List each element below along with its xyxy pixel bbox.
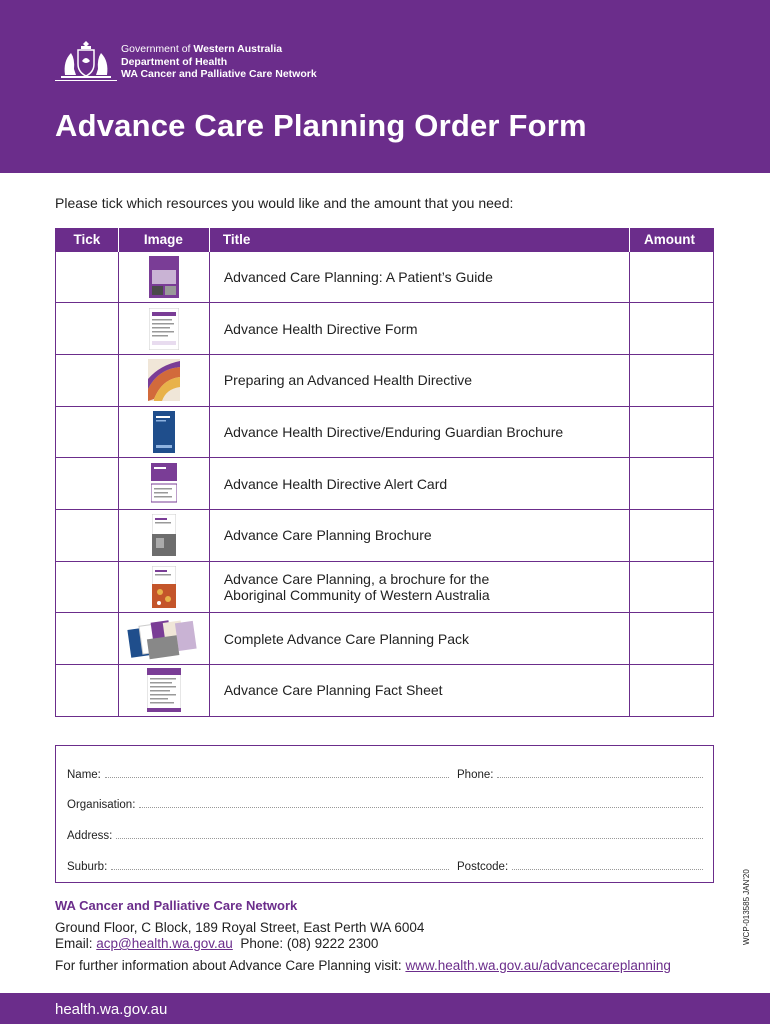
tick-cell[interactable] [56, 354, 119, 406]
amount-cell[interactable] [630, 613, 714, 665]
email-link[interactable]: acp@health.wa.gov.au [96, 936, 233, 951]
tick-checkbox[interactable] [56, 303, 118, 354]
tick-cell[interactable] [56, 665, 119, 717]
email-label: Email: [55, 936, 97, 951]
postcode-input-line[interactable] [512, 860, 703, 870]
directive-form-thumbnail [149, 308, 179, 350]
header-banner [0, 0, 770, 173]
postcode-field[interactable] [457, 860, 703, 873]
title-cell: Complete Advance Care Planning Pack [209, 613, 629, 665]
network-name: WA Cancer and Palliative Care Network [121, 68, 317, 80]
amount-cell[interactable] [630, 251, 714, 303]
state-name: Western Australia [193, 43, 283, 55]
tick-checkbox[interactable] [56, 613, 118, 664]
phone-text: Phone: (08) 9222 2300 [240, 936, 379, 951]
email-phone-line [55, 936, 424, 952]
image-cell [118, 509, 209, 561]
table-row [56, 251, 714, 303]
amount-cell[interactable] [630, 406, 714, 458]
table-row [56, 406, 714, 458]
header-tick: Tick [56, 228, 119, 251]
title-cell: Preparing an Advanced Health Directive [209, 354, 629, 406]
title-cell: Advance Health Directive Alert Card [209, 458, 629, 510]
table-row [56, 509, 714, 561]
header-image: Image [118, 228, 209, 251]
tick-cell[interactable] [56, 303, 119, 355]
name-input-line[interactable] [105, 768, 449, 778]
title-cell: Advance Health Directive/Enduring Guardian Brochure [209, 406, 629, 458]
tick-checkbox[interactable] [56, 510, 118, 561]
blue-brochure-thumbnail [153, 411, 175, 453]
amount-cell[interactable] [630, 665, 714, 717]
image-cell [118, 665, 209, 717]
suburb-input-line[interactable] [111, 860, 449, 870]
department-name: Department of Health [121, 55, 228, 68]
tick-checkbox[interactable] [56, 355, 118, 406]
title-cell: Advanced Care Planning: A Patient’s Guide [209, 251, 629, 303]
alert-card-thumbnail [151, 463, 177, 505]
amount-cell[interactable] [630, 509, 714, 561]
title-cell: Advance Health Directive Form [209, 303, 629, 355]
tick-cell[interactable] [56, 458, 119, 510]
tick-cell[interactable] [56, 406, 119, 458]
acp-brochure-thumbnail [152, 514, 176, 556]
table-row [56, 665, 714, 717]
phone-label: Phone: [457, 769, 494, 781]
title-cell [209, 561, 629, 613]
suburb-label: Suburb: [67, 861, 108, 873]
info-website-link[interactable]: www.health.wa.gov.au/advancecareplanning [405, 958, 671, 973]
title-cell: Advance Care Planning Brochure [209, 509, 629, 561]
street-address: Ground Floor, C Block, 189 Royal Street, East Perth WA 6004 [55, 920, 425, 935]
address-field[interactable] [67, 829, 703, 842]
network-heading: WA Cancer and Palliative Care Network [55, 898, 298, 913]
table-row [56, 354, 714, 406]
address-label: Address: [67, 830, 113, 842]
image-cell [118, 613, 209, 665]
info-line [55, 958, 671, 973]
wa-crest-logo [57, 37, 115, 81]
contact-form [55, 745, 714, 883]
government-text [121, 43, 317, 81]
amount-cell[interactable] [630, 561, 714, 613]
phone-input-line[interactable] [497, 768, 703, 778]
amount-cell[interactable] [630, 458, 714, 510]
title-line-1: Advance Care Planning, a brochure for the [223, 570, 490, 587]
order-table [55, 228, 714, 717]
footer-bar [0, 993, 770, 1024]
image-cell [118, 303, 209, 355]
amount-cell[interactable] [630, 303, 714, 355]
tick-checkbox[interactable] [56, 665, 118, 716]
table-row [56, 303, 714, 355]
phone-field[interactable] [457, 768, 703, 781]
organisation-label: Organisation: [67, 799, 136, 811]
postcode-label: Postcode: [457, 861, 509, 873]
suburb-field[interactable] [67, 860, 449, 873]
title-cell: Advance Care Planning Fact Sheet [209, 665, 629, 717]
table-row [56, 613, 714, 665]
image-cell [118, 354, 209, 406]
fact-sheet-thumbnail [147, 668, 181, 712]
image-cell [118, 406, 209, 458]
info-text: For further information about Advance Care Planning visit: [55, 958, 406, 973]
tick-checkbox[interactable] [56, 458, 118, 509]
footer-website[interactable]: health.wa.gov.au [55, 1001, 168, 1018]
tick-checkbox[interactable] [56, 407, 118, 458]
tick-checkbox[interactable] [56, 562, 118, 613]
table-row [56, 561, 714, 613]
tick-cell[interactable] [56, 251, 119, 303]
table-row [56, 458, 714, 510]
page-title: Advance Care Planning Order Form [55, 108, 587, 143]
tick-cell[interactable] [56, 509, 119, 561]
image-cell [118, 561, 209, 613]
planning-pack-thumbnail [127, 617, 201, 661]
image-cell [118, 251, 209, 303]
image-cell [118, 458, 209, 510]
amount-cell[interactable] [630, 354, 714, 406]
instructions-text: Please tick which resources you would like and the amount that you need: [55, 195, 514, 211]
header-divider [55, 80, 117, 81]
government-line [121, 43, 317, 56]
name-label: Name: [67, 769, 101, 781]
tick-checkbox[interactable] [56, 252, 118, 303]
header-amount: Amount [630, 228, 714, 251]
header-title: Title [209, 228, 629, 251]
tick-cell[interactable] [56, 561, 119, 613]
table-header-row [56, 228, 714, 251]
title-line-2: Aboriginal Community of Western Australia [223, 586, 490, 603]
government-prefix: Government of [121, 43, 194, 55]
tick-cell[interactable] [56, 613, 119, 665]
guide-booklet-thumbnail [149, 256, 179, 298]
address-input-line[interactable] [116, 829, 703, 839]
organisation-field[interactable] [67, 798, 703, 811]
document-code: WCP-013585 JAN'20 [742, 869, 751, 945]
name-field[interactable] [67, 768, 449, 781]
aboriginal-brochure-thumbnail [152, 566, 176, 608]
preparing-booklet-thumbnail [148, 359, 180, 401]
address-block [55, 920, 424, 952]
organisation-input-line[interactable] [139, 798, 703, 808]
